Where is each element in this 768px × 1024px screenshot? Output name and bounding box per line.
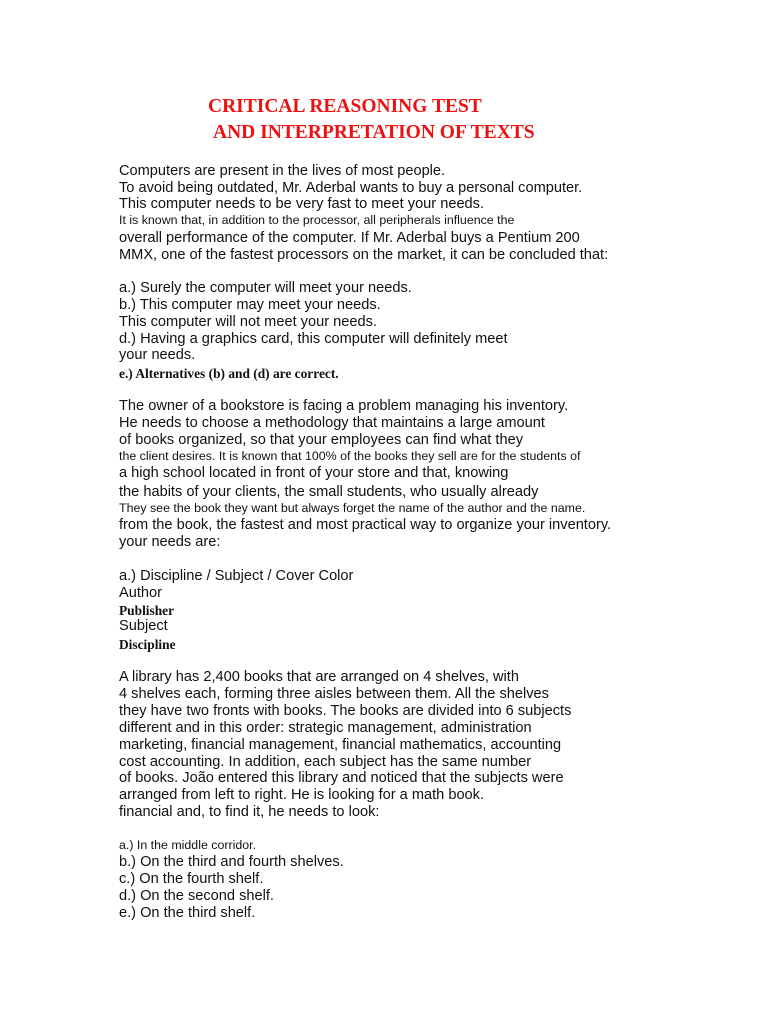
q2-option: Subject	[119, 618, 168, 634]
q2-option: Author	[119, 585, 162, 601]
q3-option: a.) In the middle corridor.	[119, 838, 257, 852]
q1-stem-line: This computer needs to be very fast to meet your needs.	[119, 196, 485, 212]
q2-option: a.) Discipline / Subject / Cover Color	[119, 568, 354, 584]
q3-option: e.) On the third shelf.	[119, 905, 256, 921]
title-line-2: AND INTERPRETATION OF TEXTS	[213, 122, 535, 143]
q2-stem-line: They see the book they want but always forget the name of the author and the name.	[119, 501, 586, 515]
q1-option: your needs.	[119, 347, 196, 363]
q1-stem-line: To avoid being outdated, Mr. Aderbal wants to buy a personal computer.	[119, 180, 583, 196]
q1-option: d.) Having a graphics card, this computer will definitely meet	[119, 331, 508, 347]
q2-option: Publisher	[119, 603, 175, 618]
q3-option: c.) On the fourth shelf.	[119, 871, 264, 887]
q3-stem-line: A library has 2,400 books that are arranged on 4 shelves, with	[119, 669, 519, 685]
q1-stem-line: MMX, one of the fastest processors on the market, it can be concluded that:	[119, 247, 609, 263]
q2-option: Discipline	[119, 637, 176, 652]
q3-stem-line: different and in this order: strategic management, administration	[119, 720, 532, 736]
q3-stem-line: of books. João entered this library and noticed that the subjects were	[119, 770, 564, 786]
q1-option: a.) Surely the computer will meet your needs.	[119, 280, 412, 296]
q2-stem-line: He needs to choose a methodology that maintains a large amount	[119, 415, 545, 431]
q3-stem-line: cost accounting. In addition, each subject has the same number	[119, 754, 532, 770]
q1-option: e.) Alternatives (b) and (d) are correct.	[119, 366, 339, 381]
q2-stem-line: from the book, the fastest and most practical way to organize your inventory.	[119, 517, 612, 533]
q2-stem-line: The owner of a bookstore is facing a problem managing his inventory.	[119, 398, 569, 414]
q3-stem-line: arranged from left to right. He is looking for a math book.	[119, 787, 485, 803]
q2-stem-line: of books organized, so that your employees can find what they	[119, 432, 524, 448]
q2-stem-line: a high school located in front of your store and that, knowing	[119, 465, 509, 481]
q1-option: b.) This computer may meet your needs.	[119, 297, 381, 313]
q3-option: d.) On the second shelf.	[119, 888, 274, 904]
q3-stem-line: marketing, financial management, financial mathematics, accounting	[119, 737, 562, 753]
q3-stem-line: they have two fronts with books. The books are divided into 6 subjects	[119, 703, 572, 719]
q3-option: b.) On the third and fourth shelves.	[119, 854, 344, 870]
q1-stem-line: overall performance of the computer. If Mr. Aderbal buys a Pentium 200	[119, 230, 580, 246]
q3-stem-line: financial and, to find it, he needs to look:	[119, 804, 380, 820]
q3-stem-line: 4 shelves each, forming three aisles between them. All the shelves	[119, 686, 549, 702]
q2-stem-line: the client desires. It is known that 100% of the books they sell are for the students of	[119, 449, 581, 463]
q1-stem-line: Computers are present in the lives of most people.	[119, 163, 446, 179]
title-line-1: CRITICAL REASONING TEST	[208, 96, 482, 117]
q1-option: This computer will not meet your needs.	[119, 314, 377, 330]
q2-stem-line: your needs are:	[119, 534, 221, 550]
q1-stem-line: It is known that, in addition to the processor, all peripherals influence the	[119, 213, 515, 227]
q2-stem-line: the habits of your clients, the small students, who usually already	[119, 484, 539, 500]
